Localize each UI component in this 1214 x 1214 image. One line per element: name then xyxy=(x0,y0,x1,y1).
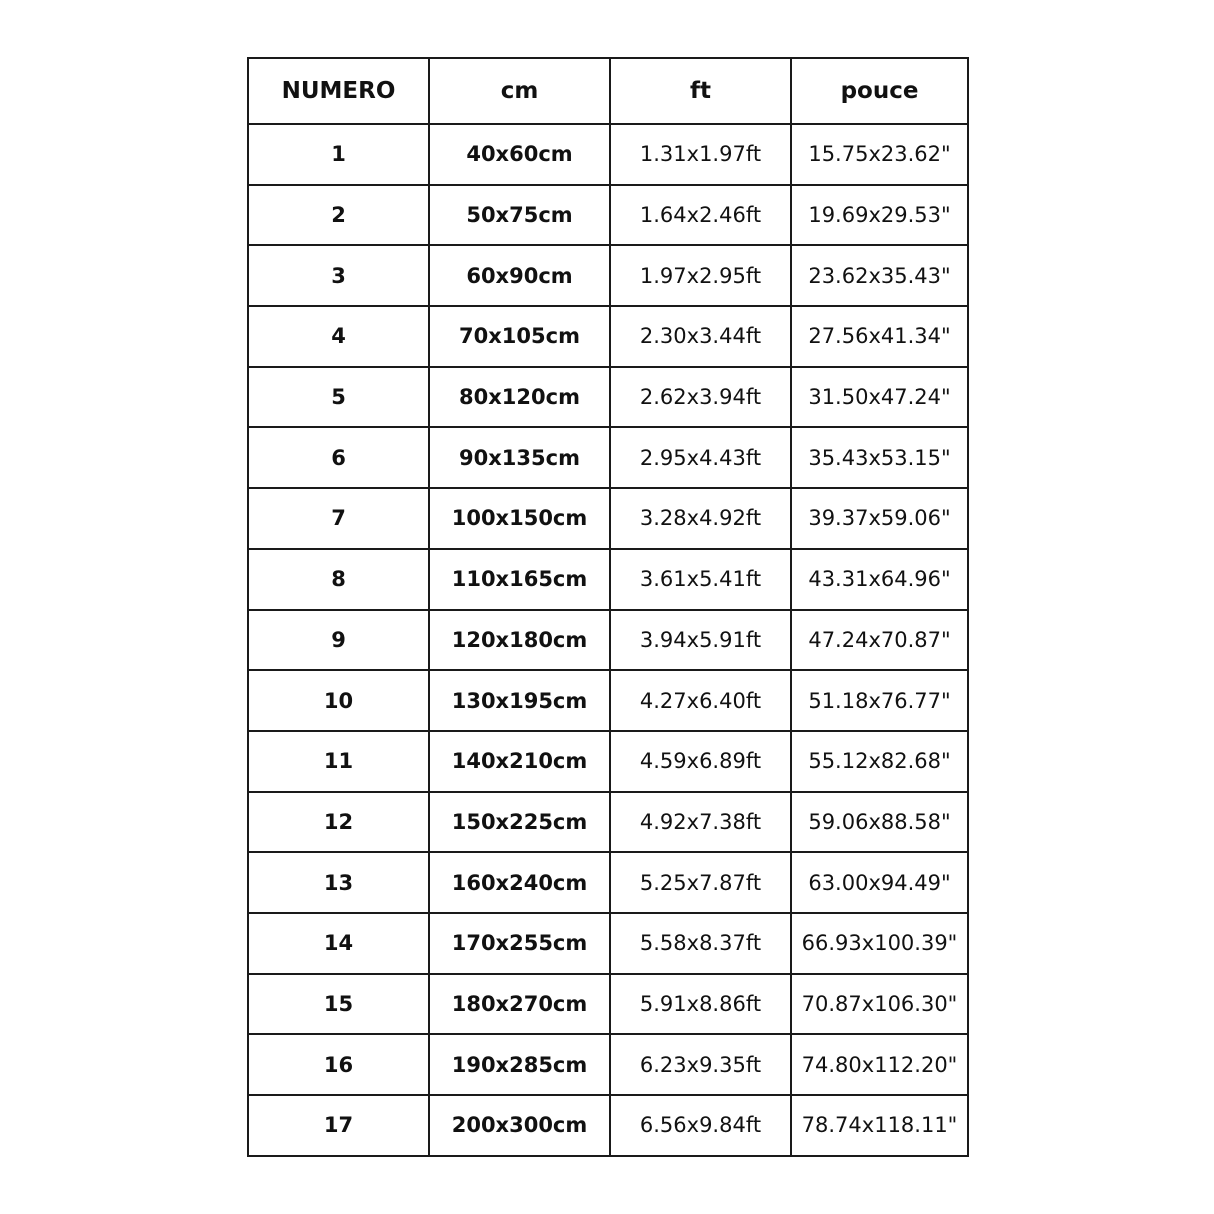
table-row xyxy=(248,488,968,549)
table-row xyxy=(248,610,968,671)
cell-ft: 3.94x5.91ft xyxy=(610,610,791,671)
table-row xyxy=(248,913,968,974)
cell-pouce: 51.18x76.77" xyxy=(791,670,968,731)
table-row xyxy=(248,306,968,367)
cell-cm: 200x300cm xyxy=(429,1095,610,1156)
cell-ft: 4.92x7.38ft xyxy=(610,792,791,853)
cell-cm: 90x135cm xyxy=(429,427,610,488)
cell-pouce: 74.80x112.20" xyxy=(791,1034,968,1095)
cell-pouce: 23.62x35.43" xyxy=(791,245,968,306)
cell-numero: 6 xyxy=(248,427,429,488)
table-row xyxy=(248,1034,968,1095)
cell-numero: 5 xyxy=(248,367,429,428)
cell-ft: 1.97x2.95ft xyxy=(610,245,791,306)
cell-ft: 5.58x8.37ft xyxy=(610,913,791,974)
cell-ft: 1.31x1.97ft xyxy=(610,124,791,185)
cell-pouce: 70.87x106.30" xyxy=(791,974,968,1035)
cell-ft: 3.28x4.92ft xyxy=(610,488,791,549)
cell-cm: 190x285cm xyxy=(429,1034,610,1095)
cell-cm: 140x210cm xyxy=(429,731,610,792)
cell-numero: 9 xyxy=(248,610,429,671)
table-body xyxy=(248,124,968,1156)
table-row xyxy=(248,427,968,488)
table-row xyxy=(248,367,968,428)
cell-pouce: 15.75x23.62" xyxy=(791,124,968,185)
cell-cm: 130x195cm xyxy=(429,670,610,731)
table-row xyxy=(248,549,968,610)
cell-cm: 150x225cm xyxy=(429,792,610,853)
cell-ft: 2.95x4.43ft xyxy=(610,427,791,488)
cell-pouce: 59.06x88.58" xyxy=(791,792,968,853)
cell-pouce: 78.74x118.11" xyxy=(791,1095,968,1156)
cell-cm: 180x270cm xyxy=(429,974,610,1035)
header-cm: cm xyxy=(429,58,610,124)
table-row xyxy=(248,124,968,185)
table-row xyxy=(248,792,968,853)
cell-numero: 11 xyxy=(248,731,429,792)
cell-cm: 160x240cm xyxy=(429,852,610,913)
cell-pouce: 27.56x41.34" xyxy=(791,306,968,367)
header-pouce: pouce xyxy=(791,58,968,124)
cell-ft: 5.91x8.86ft xyxy=(610,974,791,1035)
cell-ft: 6.56x9.84ft xyxy=(610,1095,791,1156)
table-header xyxy=(248,58,968,124)
table-row xyxy=(248,245,968,306)
cell-numero: 1 xyxy=(248,124,429,185)
table-row xyxy=(248,974,968,1035)
cell-pouce: 19.69x29.53" xyxy=(791,185,968,246)
cell-numero: 12 xyxy=(248,792,429,853)
header-ft: ft xyxy=(610,58,791,124)
cell-cm: 40x60cm xyxy=(429,124,610,185)
cell-ft: 1.64x2.46ft xyxy=(610,185,791,246)
cell-pouce: 55.12x82.68" xyxy=(791,731,968,792)
cell-pouce: 66.93x100.39" xyxy=(791,913,968,974)
cell-cm: 70x105cm xyxy=(429,306,610,367)
cell-numero: 17 xyxy=(248,1095,429,1156)
table-row xyxy=(248,852,968,913)
cell-pouce: 47.24x70.87" xyxy=(791,610,968,671)
table-row xyxy=(248,1095,968,1156)
cell-cm: 50x75cm xyxy=(429,185,610,246)
header-numero: NUMERO xyxy=(248,58,429,124)
table-row xyxy=(248,731,968,792)
cell-ft: 5.25x7.87ft xyxy=(610,852,791,913)
cell-cm: 120x180cm xyxy=(429,610,610,671)
cell-pouce: 39.37x59.06" xyxy=(791,488,968,549)
cell-numero: 8 xyxy=(248,549,429,610)
cell-ft: 4.27x6.40ft xyxy=(610,670,791,731)
cell-numero: 15 xyxy=(248,974,429,1035)
cell-cm: 110x165cm xyxy=(429,549,610,610)
cell-cm: 60x90cm xyxy=(429,245,610,306)
cell-cm: 170x255cm xyxy=(429,913,610,974)
cell-ft: 6.23x9.35ft xyxy=(610,1034,791,1095)
cell-numero: 3 xyxy=(248,245,429,306)
table-row xyxy=(248,185,968,246)
cell-ft: 2.30x3.44ft xyxy=(610,306,791,367)
cell-ft: 2.62x3.94ft xyxy=(610,367,791,428)
cell-numero: 7 xyxy=(248,488,429,549)
cell-numero: 14 xyxy=(248,913,429,974)
cell-numero: 10 xyxy=(248,670,429,731)
cell-ft: 3.61x5.41ft xyxy=(610,549,791,610)
cell-numero: 16 xyxy=(248,1034,429,1095)
cell-cm: 100x150cm xyxy=(429,488,610,549)
cell-pouce: 63.00x94.49" xyxy=(791,852,968,913)
cell-cm: 80x120cm xyxy=(429,367,610,428)
cell-numero: 4 xyxy=(248,306,429,367)
table-row xyxy=(248,670,968,731)
cell-pouce: 31.50x47.24" xyxy=(791,367,968,428)
cell-pouce: 35.43x53.15" xyxy=(791,427,968,488)
cell-numero: 2 xyxy=(248,185,429,246)
size-conversion-table xyxy=(247,57,969,1157)
cell-ft: 4.59x6.89ft xyxy=(610,731,791,792)
header-row xyxy=(248,58,968,124)
cell-numero: 13 xyxy=(248,852,429,913)
cell-pouce: 43.31x64.96" xyxy=(791,549,968,610)
